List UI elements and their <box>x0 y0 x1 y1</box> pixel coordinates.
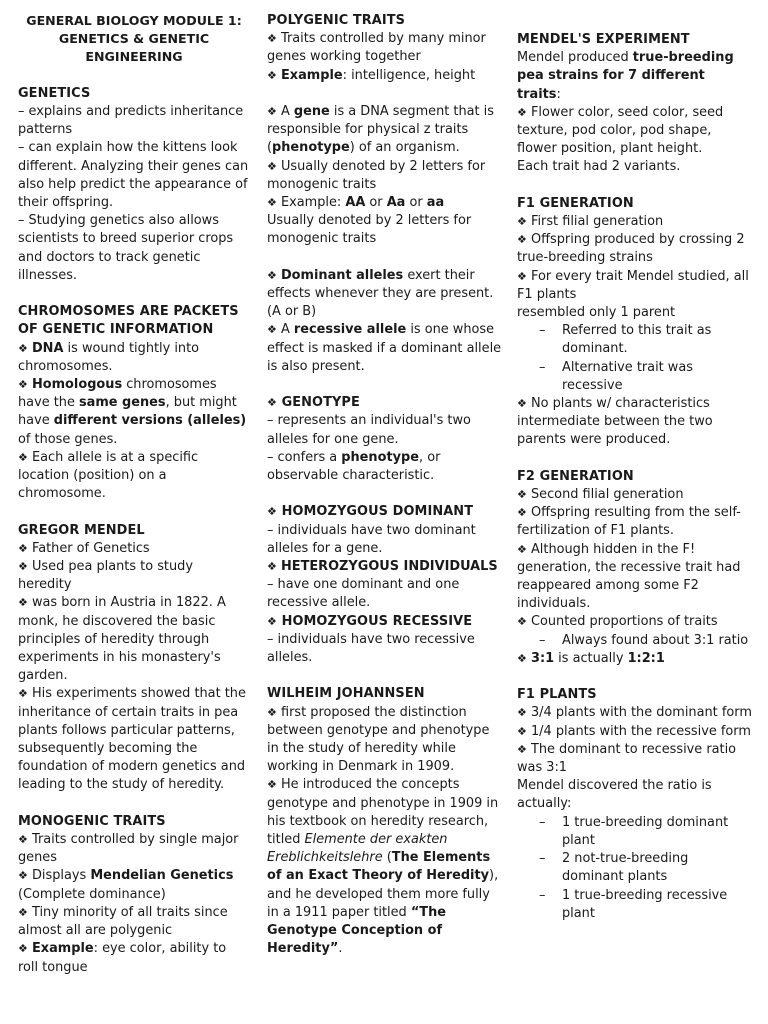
bullet-item: ❖ Second filial generation <box>517 487 684 503</box>
section-polygenic-traits <box>267 12 503 85</box>
bullet-item: ❖ Usually denoted by 2 letters for monogenic traits <box>267 158 486 192</box>
bullet-icon: ❖ <box>517 105 527 119</box>
bullet-item: ❖ HETEROZYGOUS INDIVIDUALS – have one dominant and one recessive allele. <box>267 559 498 611</box>
bullet-icon: ❖ <box>517 724 527 738</box>
section-f1-plants <box>517 686 753 923</box>
column-right <box>517 31 753 923</box>
section-monogenic-traits <box>18 813 250 977</box>
text-line: Each trait had 2 variants. <box>517 159 681 175</box>
bullet-icon: ❖ <box>18 942 28 956</box>
bullet-icon: ❖ <box>517 542 527 556</box>
column-left <box>18 12 250 977</box>
dash-icon: – <box>539 359 546 375</box>
bullet-item: ❖ DNA is wound tightly into chromosomes. <box>18 340 200 374</box>
bullet-icon: ❖ <box>267 323 277 337</box>
sub-item: – 2 not-true-breeding dominant plants <box>539 851 689 885</box>
bullet-icon: ❖ <box>18 833 28 847</box>
section-heading: CHROMOSOMES ARE PACKETS OF GENETIC INFORMATION <box>18 304 239 338</box>
bullet-icon: ❖ <box>18 541 28 555</box>
column-middle <box>267 12 503 958</box>
bullet-icon: ❖ <box>517 506 527 520</box>
bullet-icon: ❖ <box>267 614 277 628</box>
bullet-item: ❖ Counted proportions of traits <box>517 614 718 630</box>
section-f2-generation <box>517 468 753 668</box>
bullet-item: ❖ Example: intelligence, height <box>267 67 476 83</box>
bullet-item: ❖ A recessive allele is one whose effect is masked if a dominant allele is also present. <box>267 322 502 374</box>
bullet-icon: ❖ <box>517 706 527 720</box>
dash-icon: – <box>539 887 546 903</box>
bullet-icon: ❖ <box>267 560 277 574</box>
bullet-icon: ❖ <box>18 596 28 610</box>
bullet-item: ❖ Flower color, seed color, seed texture, pod color, pod shape, flower position, plant height. <box>517 104 724 157</box>
bullet-icon: ❖ <box>18 341 28 355</box>
bullet-icon: ❖ <box>267 705 277 719</box>
section-zygosity <box>267 503 503 667</box>
section-genetics <box>18 85 250 285</box>
bullet-item: ❖ Homologous chromosomes have the same genes, but might have different versions (alleles) of those genes. <box>18 377 247 447</box>
bullet-icon: ❖ <box>267 105 277 118</box>
bullet-item: ❖ Tiny minority of all traits since almost all are polygenic <box>18 904 228 939</box>
section-f1-generation <box>517 195 753 450</box>
bullet-item: ❖ He introduced the concepts genotype and phenotype in 1909 in his textbook on heredity research, titled Elemente der exakten Ereblichkeitslehre (The Elements of an Exact Theory of Heredity), and he developed them more fully in a 1911 paper titled “The Genotype Conception of Heredity”. <box>267 777 499 957</box>
bullet-item: ❖ Displays Mendelian Genetics (Complete dominance) <box>18 868 234 902</box>
bullet-icon: ❖ <box>267 68 277 82</box>
title-line-2: GENETICS & GENETIC ENGINEERING <box>58 31 210 65</box>
section-heading: GENETICS <box>18 85 91 101</box>
bullet-item: ❖ 3/4 plants with the dominant form <box>517 705 752 721</box>
section-heading: F2 GENERATION <box>517 468 634 484</box>
bullet-icon: ❖ <box>517 269 527 283</box>
bullet-icon: ❖ <box>517 651 527 665</box>
bullet-heading: ❖ HOMOZYGOUS DOMINANT <box>267 504 474 520</box>
text-line: Mendel discovered the ratio is actually: <box>517 778 712 812</box>
section-alleles <box>267 267 503 376</box>
text-line: Usually denoted by 2 letters for monogenic traits <box>267 213 472 247</box>
bullet-item: ❖ The dominant to recessive ratio was 3:1 <box>517 741 737 776</box>
bullet-item: ❖ Father of Genetics <box>18 540 150 556</box>
bullet-icon: ❖ <box>517 397 527 411</box>
bullet-icon: ❖ <box>18 869 28 883</box>
text-line: – Studying genetics also allows scientists to breed superior crops and doctors to track genetic illnesses. <box>18 213 234 283</box>
bullet-icon: ❖ <box>517 615 527 629</box>
text-line: – can explain how the kittens look different. Analyzing their genes can also help predict the appearance of their offspring. <box>18 140 249 211</box>
bullet-item: ❖ Example: eye color, ability to roll tongue <box>18 941 227 975</box>
sub-item: – Alternative trait was recessive <box>539 359 693 393</box>
document-title <box>18 12 250 67</box>
section-gene <box>267 103 503 249</box>
bullet-item: ❖ Offspring produced by crossing 2 true-breeding strains <box>517 232 745 266</box>
section-heading: GREGOR MENDEL <box>18 522 145 538</box>
text-line: – explains and predicts inheritance patterns <box>18 104 244 138</box>
bullet-icon: ❖ <box>267 396 277 410</box>
dash-icon: – <box>539 814 546 830</box>
dash-icon: – <box>539 632 546 648</box>
bullet-icon: ❖ <box>517 742 527 756</box>
section-heading: WILHEIM JOHANNSEN <box>267 686 425 702</box>
bullet-icon: ❖ <box>267 32 277 46</box>
dash-icon: – <box>539 851 546 867</box>
section-heading: POLYGENIC TRAITS <box>267 13 406 28</box>
bullet-icon: ❖ <box>18 905 28 919</box>
bullet-icon: ❖ <box>517 488 527 502</box>
bullet-item: ❖ First filial generation <box>517 214 664 230</box>
text-line: Mendel produced true-breeding pea strains for 7 different traits: <box>517 50 734 102</box>
bullet-icon: ❖ <box>18 560 28 574</box>
section-chromosomes <box>18 303 250 503</box>
bullet-icon: ❖ <box>18 450 28 464</box>
bullet-icon: ❖ <box>18 687 28 701</box>
bullet-item: ❖ Traits controlled by single major genes <box>18 832 239 866</box>
bullet-heading: ❖ HOMOZYGOUS RECESSIVE <box>267 613 473 629</box>
bullet-item: ❖ Traits controlled by many minor genes working together <box>267 31 486 65</box>
section-heading: MONOGENIC TRAITS <box>18 813 166 829</box>
bullet-item: ❖ was born in Austria in 1822. A monk, he discovered the basic principles of heredity through experiments in his monastery's garden. <box>18 595 226 684</box>
bullet-item: ❖ Although hidden in the F! generation, the recessive trait had reappeared among some F2 individuals. <box>517 541 741 612</box>
bullet-item: ❖ Dominant alleles exert their effects whenever they are present. (A or B) <box>267 267 494 320</box>
title-line-1: GENERAL BIOLOGY MODULE 1: <box>26 13 242 28</box>
sub-item: – 1 true-breeding dominant plant <box>539 814 729 848</box>
section-johannsen <box>267 685 503 958</box>
text-line: – confers a phenotype, or observable characteristic. <box>267 449 441 484</box>
bullet-icon: ❖ <box>18 378 28 392</box>
section-gregor-mendel <box>18 522 250 795</box>
bullet-icon: ❖ <box>267 268 277 282</box>
bullet-item: ❖ A gene is a DNA segment that is responsible for physical z traits (phenotype) of an organism. <box>267 104 494 156</box>
bullet-icon: ❖ <box>267 505 277 519</box>
bullet-item: ❖ Example: AA or Aa or aa <box>267 195 445 211</box>
bullet-item: ❖ 1/4 plants with the recessive form <box>517 723 751 739</box>
bullet-item: ❖ Used pea plants to study heredity <box>18 559 193 593</box>
bullet-item: ❖ 3:1 is actually 1:2:1 <box>517 650 665 666</box>
bullet-item: ❖ first proposed the distinction between genotype and phenotype in the study of heredity while working in Denmark in 1909. <box>267 704 490 775</box>
section-heading: MENDEL'S EXPERIMENT <box>517 32 690 47</box>
section-heading: F1 PLANTS <box>517 687 597 703</box>
section-mendels-experiment <box>517 31 753 177</box>
bullet-item: ❖ Offspring resulting from the self-fertilization of F1 plants. <box>517 505 741 539</box>
sub-item: – Always found about 3:1 ratio <box>517 632 753 650</box>
sub-item: – Referred to this trait as dominant. <box>539 323 712 357</box>
bullet-icon: ❖ <box>517 215 527 229</box>
text-line: – individuals have two dominant alleles for a gene. <box>267 522 476 556</box>
bullet-icon: ❖ <box>267 159 277 173</box>
bullet-item: ❖ No plants w/ characteristics intermediate between the two parents were produced. <box>517 396 713 448</box>
bullet-item: ❖ His experiments showed that the inheritance of certain traits in pea plants follows particular patterns, subsequently becoming the foundation of modern genetics and leading to the study of heredity. <box>18 686 246 793</box>
text-line: resembled only 1 parent <box>517 305 676 321</box>
text-line: – represents an individual's two alleles for one gene. <box>267 413 471 447</box>
sub-item: – 1 true-breeding recessive plant <box>539 887 728 921</box>
dash-icon: – <box>539 323 546 339</box>
text-line: – individuals have two recessive alleles. <box>267 631 475 666</box>
bullet-icon: ❖ <box>517 233 527 247</box>
bullet-item: ❖ Each allele is at a specific location (position) on a chromosome. <box>18 449 199 502</box>
section-heading: F1 GENERATION <box>517 195 634 211</box>
bullet-heading: ❖ GENOTYPE <box>267 395 360 411</box>
bullet-icon: ❖ <box>267 196 277 210</box>
bullet-icon: ❖ <box>267 778 277 792</box>
section-genotype <box>267 394 503 485</box>
bullet-item: ❖ For every trait Mendel studied, all F1 plants <box>517 268 749 302</box>
